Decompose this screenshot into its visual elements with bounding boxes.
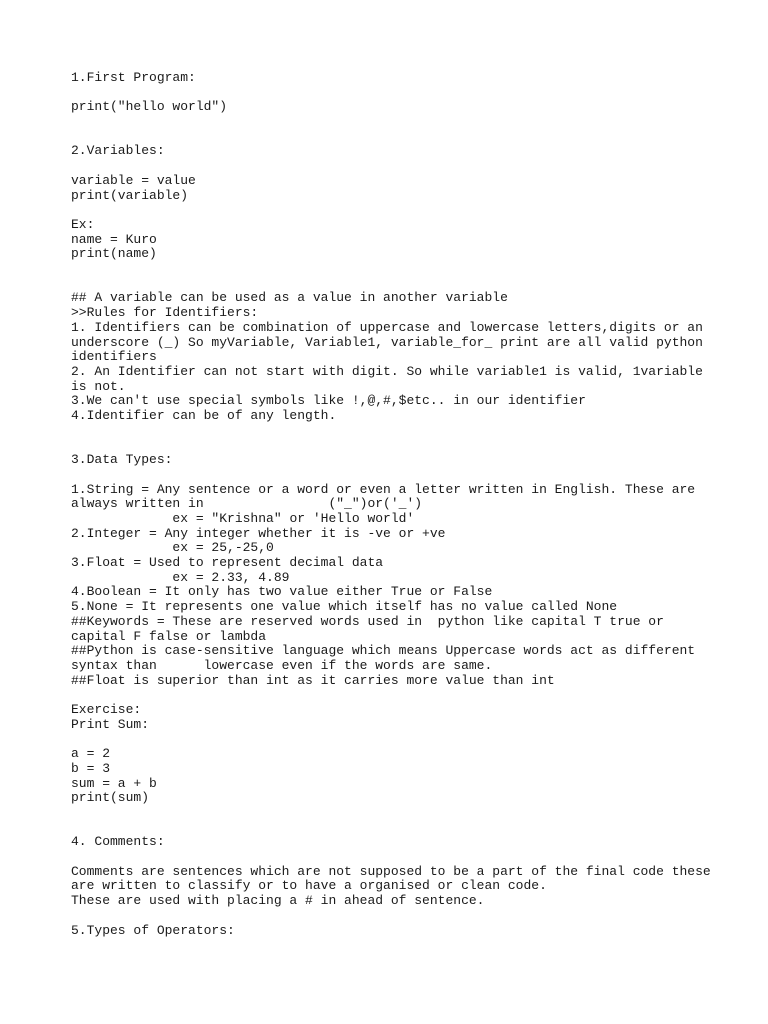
text-line: is not. bbox=[71, 378, 126, 394]
text-line: 4.Identifier can be of any length. bbox=[71, 408, 337, 424]
text-line bbox=[71, 130, 731, 145]
text-line bbox=[71, 821, 731, 836]
document-body bbox=[71, 71, 731, 938]
text-line: ##Python is case-sensitive language which means Uppercase words act as different bbox=[71, 643, 696, 659]
text-line: always written in ("_")or('_') bbox=[71, 496, 423, 512]
text-line: name = Kuro bbox=[71, 231, 157, 247]
text-line: Comments are sentences which are not supposed to be a part of the final code these bbox=[71, 863, 711, 879]
text-line: syntax than lowercase even if the words are same. bbox=[71, 657, 493, 673]
text-line: Print Sum: bbox=[71, 716, 150, 732]
text-line: These are used with placing a # in ahead of sentence. bbox=[71, 893, 485, 909]
text-line: a = 2 bbox=[71, 746, 111, 762]
text-line: ex = 2.33, 4.89 bbox=[71, 569, 290, 585]
text-line bbox=[71, 115, 731, 130]
text-line bbox=[71, 159, 731, 174]
text-line: sum = a + b bbox=[71, 775, 157, 791]
text-line bbox=[71, 909, 731, 924]
text-line: underscore (_) So myVariable, Variable1, variable_for_ print are all valid python bbox=[71, 334, 703, 350]
text-line bbox=[71, 277, 731, 292]
text-line: identifiers bbox=[71, 349, 157, 365]
text-line: b = 3 bbox=[71, 760, 111, 776]
text-line: 5.None = It represents one value which itself has no value called None bbox=[71, 599, 618, 615]
text-line: ex = 25,-25,0 bbox=[71, 540, 274, 556]
text-line: print("hello world") bbox=[71, 99, 228, 115]
text-line: ##Keywords = These are reserved words used in python like capital T true or bbox=[71, 613, 664, 629]
text-line: 2.Variables: bbox=[71, 143, 165, 159]
text-line: variable = value bbox=[71, 172, 196, 188]
text-line bbox=[71, 850, 731, 865]
text-line: Exercise: bbox=[71, 702, 142, 718]
text-line: 5.Types of Operators: bbox=[71, 922, 235, 938]
text-line: ex = "Krishna" or 'Hello world' bbox=[71, 510, 415, 526]
text-line bbox=[71, 732, 731, 747]
text-line bbox=[71, 468, 731, 483]
text-line: are written to classify or to have a organised or clean code. bbox=[71, 878, 547, 894]
text-line: 2.Integer = Any integer whether it is -ve or +ve bbox=[71, 525, 446, 541]
text-line: print(name) bbox=[71, 246, 157, 262]
text-line bbox=[71, 203, 731, 218]
text-line bbox=[71, 424, 731, 439]
text-line: capital F false or lambda bbox=[71, 628, 267, 644]
text-line: 2. An Identifier can not start with digit. So while variable1 is valid, 1variable bbox=[71, 363, 703, 379]
text-line: 1.String = Any sentence or a word or even a letter written in English. These are bbox=[71, 481, 696, 497]
text-line bbox=[71, 688, 731, 703]
text-line bbox=[71, 438, 731, 453]
text-line: 3.We can't use special symbols like !,@,#,$etc.. in our identifier bbox=[71, 393, 586, 409]
text-line: 3.Data Types: bbox=[71, 452, 173, 468]
text-line: 4. Comments: bbox=[71, 834, 165, 850]
text-line: print(sum) bbox=[71, 790, 150, 806]
text-line bbox=[71, 806, 731, 821]
text-line: 4.Boolean = It only has two value either True or False bbox=[71, 584, 493, 600]
text-line: 3.Float = Used to represent decimal data bbox=[71, 555, 384, 571]
text-line: ## A variable can be used as a value in another variable bbox=[71, 290, 508, 306]
text-line: >>Rules for Identifiers: bbox=[71, 305, 259, 321]
text-line bbox=[71, 262, 731, 277]
text-line: ##Float is superior than int as it carries more value than int bbox=[71, 672, 555, 688]
text-line: 1. Identifiers can be combination of uppercase and lowercase letters,digits or an bbox=[71, 319, 703, 335]
text-line: Ex: bbox=[71, 216, 95, 232]
text-line: 1.First Program: bbox=[71, 70, 196, 85]
text-line: print(variable) bbox=[71, 187, 189, 203]
text-line bbox=[71, 86, 731, 101]
